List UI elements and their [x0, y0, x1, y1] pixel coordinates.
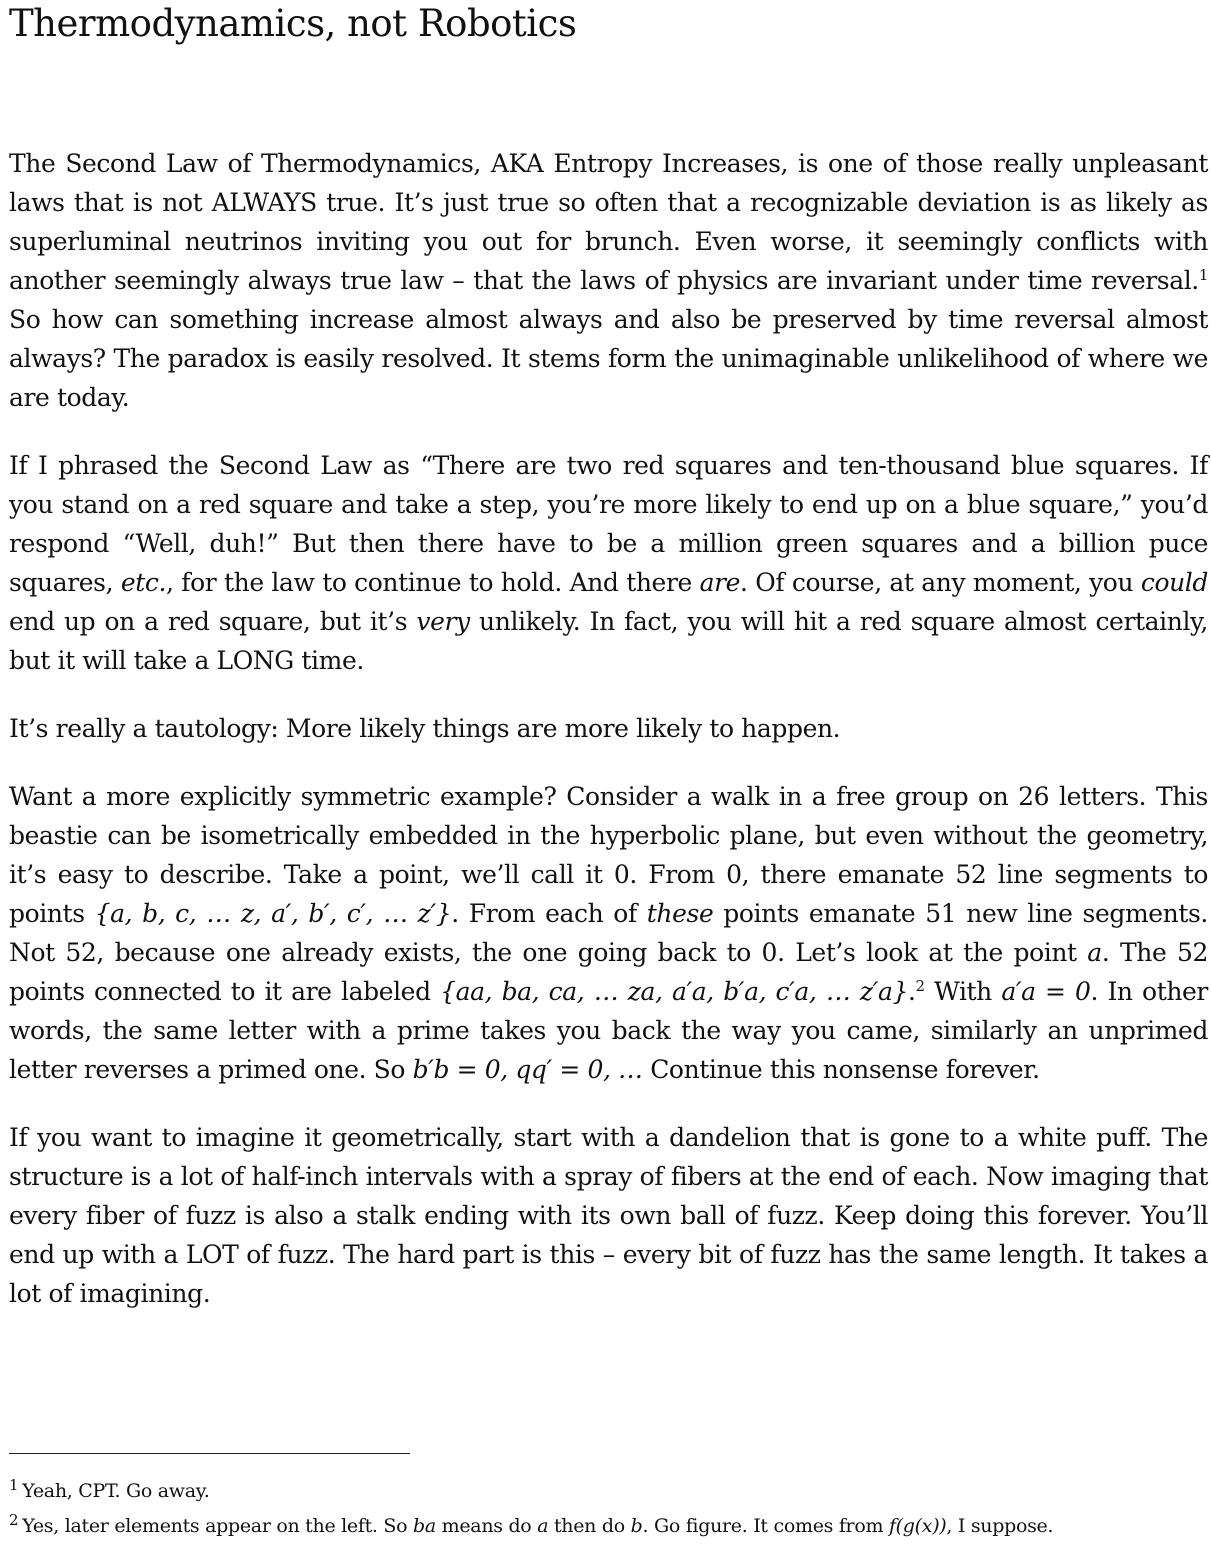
footnote-text: then do [548, 1515, 631, 1537]
paragraph-free-group [9, 777, 1208, 1089]
paragraph-text: . Of course, at any moment, you [740, 568, 1141, 597]
math-expression: f(g(x)) [888, 1515, 947, 1537]
math-expression: {a, b, c, … z, a′, b′, c′, … z′} [94, 899, 452, 928]
math-expression: b [630, 1515, 643, 1537]
paragraph-text: . In other words, the same letter with a prime takes you back the way you came, similarly an unprimed letter reverses a primed one. So [9, 977, 1208, 1084]
paragraph-text: points emanate 51 new line segments. Not 52, because one already exists, the one going back to 0. Let’s look at the point [9, 899, 1208, 967]
footnote-2 [9, 1509, 1208, 1544]
paragraph-text: , for the law to continue to hold. And there [166, 568, 700, 597]
paragraph-text: . [907, 977, 916, 1006]
footnote-marker: 2 [9, 1511, 19, 1529]
footnote-text: Yes, later elements appear on the left. So [22, 1515, 413, 1537]
math-expression: a [1087, 938, 1102, 967]
paragraph-text: With [924, 977, 1002, 1006]
page-title: Thermodynamics, not Robotics [9, 2, 577, 45]
emphasis-text: etc. [120, 568, 167, 597]
emphasis-text: are [699, 568, 741, 597]
paragraph-text: end up on a red square, but it’s [9, 607, 417, 636]
paragraph-dandelion: If you want to imagine it geometrically, start with a dandelion that is gone to a white puff. The structure is a lot of half-inch intervals with a spray of fibers at the end of each. Now imaging that every fiber of fuzz is also a stalk ending with its own ball of fuzz. Keep doing this forever. You’ll end up with a LOT of fuzz. The hard part is this – every bit of fuzz has the same length. It takes a lot of imagining. [9, 1123, 1208, 1308]
footnote-ref-1: 1 [1198, 266, 1208, 284]
footnotes [9, 1474, 1208, 1544]
footnote-text: , I suppose. [946, 1515, 1054, 1537]
paragraph-text: . The 52 points connected to it are labeled [9, 938, 1208, 1006]
paragraph-tautology: It’s really a tautology: More likely things are more likely to happen. [9, 714, 841, 743]
paragraph-text: The Second Law of Thermodynamics, AKA Entropy Increases, is one of those really unpleasant laws that is not ALWAYS true. It’s just true so often that a recognizable deviation is as likely as superluminal neutrinos inviting you out for brunch. Even worse, it seemingly conflicts with another seemingly always true law – that the laws of physics are invariant under time reversal. [9, 149, 1208, 295]
footnote-marker: 1 [9, 1476, 19, 1494]
footnote-separator [9, 1453, 410, 1454]
math-expression: {aa, ba, ca, … za, a′a, b′a, c′a, … z′a} [440, 977, 908, 1006]
paragraph-squares [9, 446, 1208, 680]
emphasis-text: could [1140, 568, 1208, 597]
math-expression: a′a = 0 [1001, 977, 1091, 1006]
footnote-text: . Go figure. It comes from [642, 1515, 889, 1537]
paragraph-text: Want a more explicitly symmetric example? Consider a walk in a free group on 26 letters. This beastie can be isometrically embedded in the hyperbolic plane, but even without the geometry, it’s easy to describe. Take a point, we’ll call it 0. From 0, there emanate 52 line segments to points [9, 782, 1208, 928]
paragraph-text: unlikely. In fact, you will hit a red square almost certainly, but it will take a LONG time. [9, 607, 1208, 675]
emphasis-text: very [416, 607, 470, 636]
paragraph-text: Continue this nonsense forever. [642, 1055, 1040, 1084]
footnote-text: Yeah, CPT. Go away. [22, 1480, 210, 1502]
paragraph-text: . From each of [451, 899, 647, 928]
paragraph-second-law [9, 144, 1208, 417]
paragraph-text: If I phrased the Second Law as “There are two red squares and ten-thousand blue squares. If you stand on a red square and take a step, you’re more likely to end up on a blue square,” you’d respond “Well, duh!” But then there have to be a million green squares and a billion puce squares, [9, 451, 1208, 597]
emphasis-text: these [646, 899, 714, 928]
math-expression: ba [413, 1515, 436, 1537]
math-expression: b′b = 0, qq′ = 0, … [412, 1055, 643, 1084]
footnote-1 [9, 1474, 1208, 1509]
footnote-text: means do [435, 1515, 538, 1537]
footnote-ref-2: 2 [915, 977, 925, 995]
paragraph-text: So how can something increase almost always and also be preserved by time reversal almost always? The paradox is easily resolved. It stems form the unimaginable unlikelihood of where we are today. [9, 305, 1208, 412]
math-expression: a [537, 1515, 549, 1537]
document-body [9, 144, 1208, 1342]
